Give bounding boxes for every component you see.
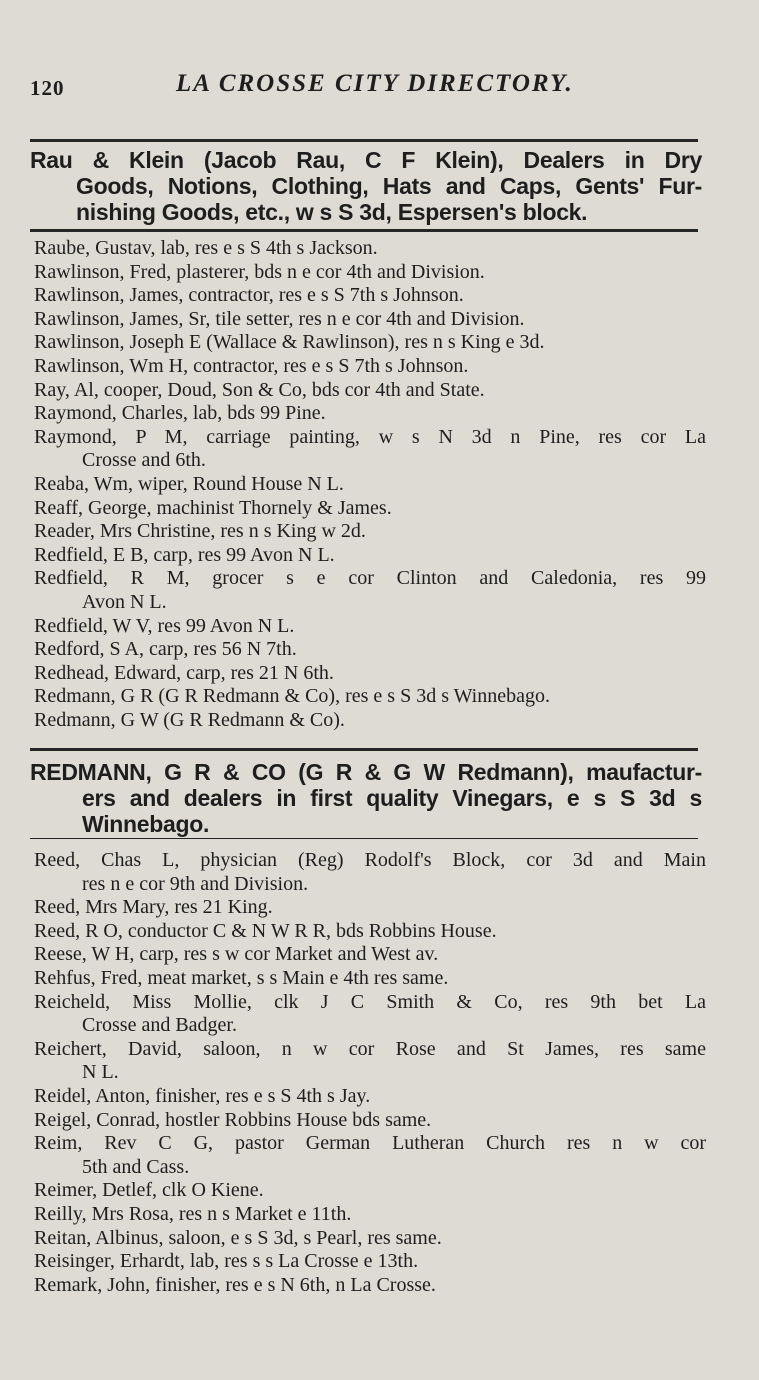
directory-entry — [34, 1250, 706, 1274]
directory-entry — [34, 237, 706, 261]
directory-entry — [34, 284, 706, 308]
entry-line: Reicheld, Miss Mollie, clk J C Smith & Co, res 9th bet La — [34, 990, 706, 1013]
advertisement-line: Rau & Klein (Jacob Rau, C F Klein), Dealers in Dry — [30, 147, 702, 173]
directory-entry — [34, 662, 706, 686]
rule-top-ad1 — [30, 139, 698, 142]
running-title: LA CROSSE CITY DIRECTORY. — [176, 70, 574, 97]
directory-entry — [34, 331, 706, 355]
directory-entry — [34, 497, 706, 521]
advertisement-line: ers and dealers in first quality Vinegars, e s S 3d s — [82, 785, 702, 811]
directory-entry — [34, 1227, 706, 1251]
rule-bottom-ad1 — [30, 229, 698, 232]
entry-line: Redford, S A, carp, res 56 N 7th. — [34, 638, 297, 661]
directory-entry — [34, 567, 706, 614]
directory-entry — [34, 1085, 706, 1109]
rule-bottom-ad2 — [30, 838, 698, 839]
directory-entry — [34, 261, 706, 285]
directory-entry — [34, 849, 706, 896]
entry-line: Reigel, Conrad, hostler Robbins House bds same. — [34, 1108, 432, 1131]
entry-line: Crosse and 6th. — [82, 449, 206, 472]
entry-line: Redmann, G W (G R Redmann & Co). — [34, 709, 345, 731]
entry-line: Reilly, Mrs Rosa, res n s Market e 11th. — [34, 1203, 352, 1225]
entry-line: Reed, Chas L, physician (Reg) Rodolf's Block, cor 3d and Main — [34, 849, 706, 871]
entry-line: Reim, Rev C G, pastor German Lutheran Church res n w cor — [34, 1132, 706, 1155]
directory-entry — [34, 473, 706, 497]
directory-entry — [34, 1109, 706, 1133]
entry-line: Redfield, W V, res 99 Avon N L. — [34, 614, 295, 637]
directory-entry — [34, 896, 706, 920]
advertisement-redmann-co — [30, 759, 702, 837]
entry-line: N L. — [82, 1061, 119, 1084]
entry-line: Rawlinson, Joseph E (Wallace & Rawlinson), res n s King e 3d. — [34, 331, 545, 354]
entry-line: res n e cor 9th and Division. — [82, 872, 309, 895]
directory-entry — [34, 1274, 706, 1298]
entry-line: Redfield, R M, grocer s e cor Clinton and Caledonia, res 99 — [34, 567, 706, 590]
directory-entry — [34, 638, 706, 662]
entry-line: Reader, Mrs Christine, res n s King w 2d. — [34, 520, 366, 543]
directory-entry — [34, 685, 706, 709]
advertisement-rau-klein — [30, 147, 702, 225]
entry-line: Reaff, George, machinist Thornely & James. — [34, 496, 392, 519]
directory-entry — [34, 1203, 706, 1227]
advertisement-line: Winnebago. — [82, 811, 210, 837]
directory-entry — [34, 1132, 706, 1179]
directory-entry — [34, 355, 706, 379]
advertisement-line: REDMANN, G R & CO (G R & G W Redmann), maufactur- — [30, 759, 702, 785]
directory-entry — [34, 544, 706, 568]
entry-line: Avon N L. — [82, 590, 167, 613]
directory-entry — [34, 967, 706, 991]
entry-line: Reed, R O, conductor C & N W R R, bds Robbins House. — [34, 919, 497, 942]
directory-entry — [34, 308, 706, 332]
directory-entry — [34, 520, 706, 544]
entry-line: Raymond, Charles, lab, bds 99 Pine. — [34, 402, 326, 425]
advertisement-line: Goods, Notions, Clothing, Hats and Caps, Gents' Fur- — [76, 173, 702, 199]
entry-line: 5th and Cass. — [82, 1155, 190, 1178]
entry-line: Rawlinson, James, contractor, res e s S 7th s Johnson. — [34, 284, 464, 307]
entry-line: Remark, John, finisher, res e s N 6th, n La Crosse. — [34, 1273, 436, 1296]
entry-line: Reitan, Albinus, saloon, e s S 3d, s Pearl, res same. — [34, 1226, 442, 1249]
directory-entry — [34, 943, 706, 967]
entry-line: Reaba, Wm, wiper, Round House N L. — [34, 473, 344, 495]
entry-line: Ray, Al, cooper, Doud, Son & Co, bds cor 4th and State. — [34, 378, 485, 401]
entry-line: Reichert, David, saloon, n w cor Rose and St James, res same — [34, 1037, 706, 1060]
entry-line: Reidel, Anton, finisher, res e s S 4th s Jay. — [34, 1085, 371, 1107]
directory-entry — [34, 991, 706, 1038]
rule-top-ad2 — [30, 748, 698, 751]
entry-line: Raube, Gustav, lab, res e s S 4th s Jackson. — [34, 237, 378, 259]
entry-line: Redfield, E B, carp, res 99 Avon N L. — [34, 543, 335, 566]
directory-entry — [34, 426, 706, 473]
directory-entry — [34, 1179, 706, 1203]
entry-line: Redhead, Edward, carp, res 21 N 6th. — [34, 661, 334, 684]
advertisement-line: nishing Goods, etc., w s S 3d, Espersen's block. — [76, 199, 588, 225]
entry-line: Reisinger, Erhardt, lab, res s s La Crosse e 13th. — [34, 1250, 419, 1273]
entry-line: Raymond, P M, carriage painting, w s N 3d n Pine, res cor La — [34, 425, 706, 448]
directory-entry — [34, 920, 706, 944]
directory-entry — [34, 615, 706, 639]
entry-line: Reese, W H, carp, res s w cor Market and West av. — [34, 943, 439, 966]
directory-entry — [34, 379, 706, 403]
page-number: 120 — [30, 76, 65, 100]
page-header — [0, 70, 759, 106]
entry-line: Rawlinson, Fred, plasterer, bds n e cor 4th and Division. — [34, 260, 485, 283]
entry-line: Reed, Mrs Mary, res 21 King. — [34, 896, 273, 919]
directory-entry — [34, 402, 706, 426]
entry-line: Rehfus, Fred, meat market, s s Main e 4th res same. — [34, 967, 449, 989]
entry-line: Reimer, Detlef, clk O Kiene. — [34, 1179, 264, 1202]
entry-line: Redmann, G R (G R Redmann & Co), res e s S 3d s Winnebago. — [34, 685, 550, 708]
directory-entry — [34, 1038, 706, 1085]
entry-line: Rawlinson, James, Sr, tile setter, res n e cor 4th and Division. — [34, 307, 525, 330]
entry-line: Rawlinson, Wm H, contractor, res e s S 7th s Johnson. — [34, 355, 469, 377]
directory-entry — [34, 709, 706, 733]
entry-line: Crosse and Badger. — [82, 1014, 237, 1037]
